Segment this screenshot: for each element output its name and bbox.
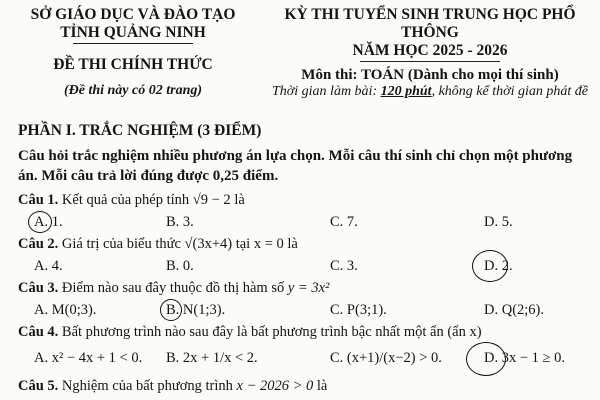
answer-2d[interactable]: D. 2.: [484, 258, 513, 274]
exam-title-block: [262, 6, 598, 100]
answer-3a[interactable]: A. M(0;3).: [34, 302, 97, 318]
answer-3c[interactable]: C. P(3;1).: [330, 302, 387, 318]
answer-3b[interactable]: B. N(1;3).: [166, 302, 226, 318]
province-name: TỈNH QUẢNG NINH: [60, 24, 206, 41]
answer-1b[interactable]: B. 3.: [166, 214, 194, 230]
official-label: ĐỀ THI CHÍNH THỨC: [53, 56, 213, 73]
title-underline: [360, 61, 500, 62]
time-prefix: Thời gian làm bài:: [272, 84, 381, 99]
issuer-block: [8, 6, 258, 100]
answer-4a[interactable]: A. x² − 4x + 1 < 0.: [34, 350, 143, 366]
time-suffix: , không kể thời gian phát đề: [431, 84, 588, 99]
question-text: Nghiệm của bất phương trình: [58, 378, 237, 394]
handwritten-circle-mark: [160, 299, 182, 321]
question-text-end: là: [230, 192, 245, 208]
answer-1a[interactable]: A. 1.: [34, 214, 63, 230]
answer-1d[interactable]: D. 5.: [484, 214, 513, 230]
answer-4d[interactable]: D. 3x − 1 ≥ 0.: [484, 350, 565, 366]
handwritten-circle-mark: [472, 250, 508, 282]
question-text-end: tại x = 0 là: [232, 236, 298, 252]
answer-4c[interactable]: C. (x+1)/(x−2) > 0.: [330, 350, 442, 366]
question-2: [18, 236, 298, 253]
department-name: SỞ GIÁO DỤC VÀ ĐÀO TẠO: [30, 6, 236, 23]
handwritten-circle-mark: [28, 211, 52, 233]
answer-2c[interactable]: C. 3.: [330, 258, 358, 274]
subject-line: Môn thi: TOÁN (Dành cho mọi thí sinh): [301, 67, 559, 83]
exam-title: KỲ THI TUYỂN SINH TRUNG HỌC PHỔ THÔNG: [284, 6, 576, 41]
section-title: PHẦN I. TRẮC NGHIỆM (3 ĐIỂM): [18, 122, 262, 139]
handwritten-circle-mark: [466, 342, 506, 376]
question-math: x − 2026 > 0: [236, 378, 314, 394]
answer-2a[interactable]: A. 4.: [34, 258, 63, 274]
answer-1c[interactable]: C. 7.: [330, 214, 358, 230]
question-number: Câu 2.: [18, 236, 59, 252]
time-value: 120 phút: [380, 84, 432, 99]
question-text: Bất phương trình nào sau đây là bất phương trình bậc nhất một ẩn (ẩn x): [58, 324, 482, 340]
question-number: Câu 1.: [18, 192, 59, 208]
time-line: [262, 84, 598, 100]
pages-note: (Đề thi này có 02 trang): [63, 83, 203, 98]
question-4: [18, 324, 482, 341]
issuer-underline: [73, 43, 193, 44]
question-text: Kết quả của phép tính: [58, 192, 193, 208]
school-year: NĂM HỌC 2025 - 2026: [352, 42, 508, 59]
answer-2b[interactable]: B. 0.: [166, 258, 194, 274]
answer-3d[interactable]: D. Q(2;6).: [484, 302, 545, 318]
question-text: Điểm nào sau đây thuộc đồ thị hàm số: [58, 280, 288, 296]
question-number: Câu 3.: [18, 280, 59, 296]
question-math: y = 3x²: [287, 280, 330, 296]
question-3: [18, 280, 329, 297]
answer-4b[interactable]: B. 2x + 1/x < 2.: [166, 350, 258, 366]
question-number: Câu 5.: [18, 378, 59, 394]
question-number: Câu 4.: [18, 324, 59, 340]
question-1: [18, 192, 245, 209]
question-5: [18, 378, 327, 395]
question-math: √(3x+4): [184, 236, 233, 252]
question-math: √9 − 2: [192, 192, 231, 208]
section-intro: Câu hỏi trắc nghiệm nhiều phương án lựa chọn. Mỗi câu thí sinh chỉ chọn một phương án. Mỗi câu trả lời đúng được 0,25 điểm.: [18, 148, 573, 184]
question-text-end: là: [313, 378, 328, 394]
question-text: Giá trị của biểu thức: [58, 236, 185, 252]
